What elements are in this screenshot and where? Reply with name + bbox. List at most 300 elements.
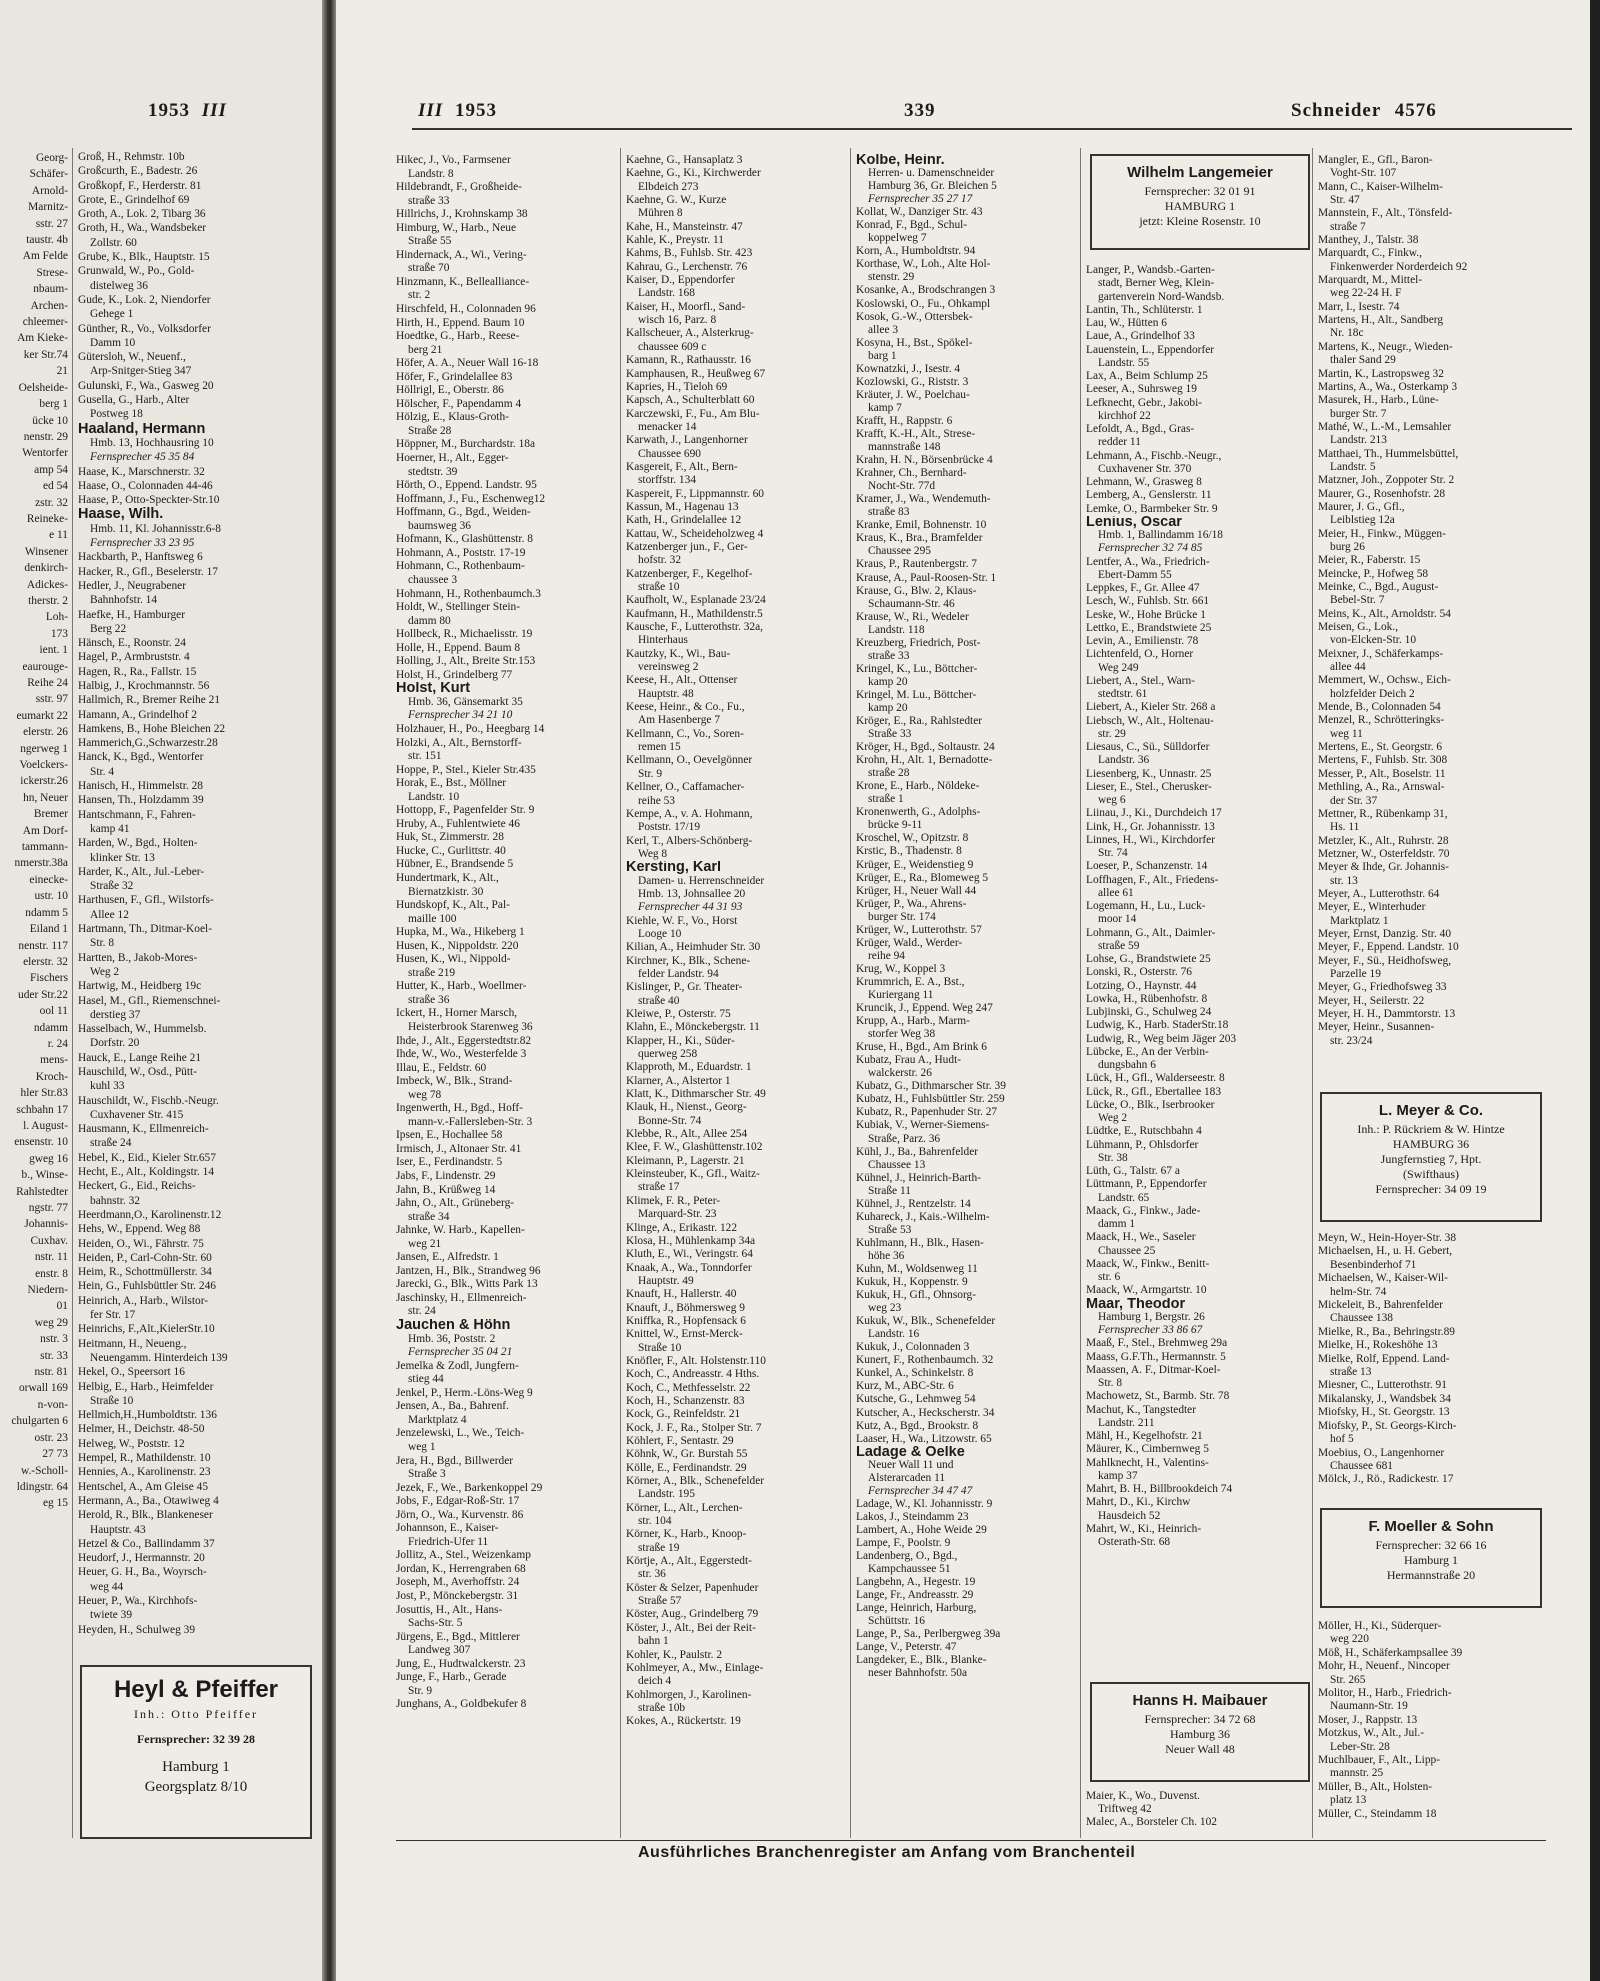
directory-entry: Machut, K., Tangstedter xyxy=(1086,1403,1197,1416)
directory-entry: Am Hasenberge 7 xyxy=(638,714,721,727)
directory-entry: Allee 12 xyxy=(90,908,129,921)
running-name: Schneider xyxy=(1291,100,1381,121)
directory-entry: Elbdeich 273 xyxy=(638,180,699,193)
directory-entry: Meyer & Ihde, Gr. Johannis- xyxy=(1318,861,1449,874)
directory-entry: Hoedtke, G., Harb., Reese- xyxy=(396,330,520,343)
directory-entry: Winsener xyxy=(24,545,68,558)
directory-entry: Knauft, H., Hallerstr. 40 xyxy=(626,1288,737,1301)
directory-entry: Parzelle 19 xyxy=(1330,967,1381,980)
directory-entry: Krummrich, E. A., Bst., xyxy=(856,975,965,988)
directory-entry: Krüger, E., Ra., Blomeweg 5 xyxy=(856,871,989,884)
directory-entry: Keese, Heinr., & Co., Fu., xyxy=(626,701,745,714)
directory-entry: Haefke, H., Hamburger xyxy=(78,608,186,621)
directory-entry: Jera, H., Bgd., Billwerder xyxy=(396,1454,514,1467)
directory-entry: Lohmann, G., Alt., Daimler- xyxy=(1086,926,1216,939)
directory-entry: Marktplatz 1 xyxy=(1330,914,1389,927)
directory-entry: Hofmann, K., Glashüttenstr. 8 xyxy=(396,533,533,546)
directory-entry: Hentschel, A., Am Gleise 45 xyxy=(78,1480,209,1493)
directory-entry: hof 5 xyxy=(1330,1433,1354,1446)
directory-entry: Landstr. 36 xyxy=(1098,754,1150,767)
directory-entry: Hermann, A., Ba., Otawiweg 4 xyxy=(78,1494,219,1507)
directory-entry: Muchlbauer, F., Alt., Lipp- xyxy=(1318,1754,1441,1767)
directory-entry: Kellmann, C., Vo., Soren- xyxy=(626,727,744,740)
directory-entry: ndamm 5 xyxy=(25,906,68,919)
directory-entry: orwall 169 xyxy=(18,1382,68,1395)
directory-entry: Kringel, K., Lu., Böttcher- xyxy=(856,662,978,675)
directory-entry: n-von- xyxy=(37,1398,68,1411)
directory-entry: Höfer, F., Grindelallee 83 xyxy=(396,370,513,383)
directory-entry: nstr. 81 xyxy=(34,1366,68,1379)
directory-entry: Nr. 18c xyxy=(1330,327,1364,340)
directory-entry: Lichtenfeld, O., Horner xyxy=(1086,648,1194,661)
directory-entry: nenstr. 29 xyxy=(23,430,68,443)
directory-entry: Mahrt, D., Ki., Kirchw xyxy=(1086,1496,1191,1509)
directory-entry: Heckert, G., Eid., Reichs- xyxy=(78,1180,196,1193)
directory-entry: Kniffka, R., Hopfensack 6 xyxy=(626,1314,746,1327)
directory-entry: Hamann, A., Grindelhof 2 xyxy=(78,708,197,721)
directory-entry: Hs. 11 xyxy=(1330,821,1360,834)
directory-entry: Kahe, H., Mansteinstr. 47 xyxy=(626,220,743,233)
directory-entry: kamp 37 xyxy=(1098,1469,1138,1482)
left-page xyxy=(0,0,322,1981)
directory-entry: Jürgens, E., Bgd., Mittlerer xyxy=(396,1630,520,1643)
directory-entry: nenstr. 117 xyxy=(18,939,68,952)
directory-entry: straße 28 xyxy=(868,767,910,780)
directory-entry: thaler Sand 29 xyxy=(1330,354,1396,367)
directory-entry: Am Felde xyxy=(22,250,68,263)
directory-entry: Friedrich-Ufer 11 xyxy=(408,1535,489,1548)
directory-entry: Heyden, H., Schulweg 39 xyxy=(78,1623,196,1636)
directory-entry: storffstr. 134 xyxy=(638,474,697,487)
directory-entry: Miesner, C., Lutterothstr. 91 xyxy=(1318,1379,1447,1392)
directory-entry: str. 29 xyxy=(1098,727,1126,740)
entry-heading: Haase, Wilh. xyxy=(78,507,164,522)
directory-entry: Hohmann, A., Poststr. 17-19 xyxy=(396,546,526,559)
ad-title: Wilhelm Langemeier xyxy=(1127,164,1273,181)
directory-entry: Kunert, F., Rothenbaumch. 32 xyxy=(856,1354,994,1367)
directory-entry: Krause, G., Blw. 2, Klaus- xyxy=(856,584,977,597)
directory-entry: Heuer, P., Wa., Kirchhofs- xyxy=(78,1594,198,1607)
directory-entry: Martens, K., Neugr., Wieden- xyxy=(1318,340,1453,353)
directory-entry: straße 59 xyxy=(1098,939,1140,952)
directory-entry: Meyer, G., Friedhofsweg 33 xyxy=(1318,981,1447,994)
directory-entry: Mölck, J., Rö., Radickestr. 17 xyxy=(1318,1473,1454,1486)
directory-entry: Fernsprecher 44 31 93 xyxy=(638,901,743,914)
directory-entry: Mertens, F., Fuhlsb. Str. 308 xyxy=(1318,754,1448,767)
directory-entry: distelweg 36 xyxy=(90,279,148,292)
directory-entry: Kubatz, G., Dithmarscher Str. 39 xyxy=(856,1080,1006,1093)
directory-entry: Hruby, A., Fuhlentwiete 46 xyxy=(396,817,520,830)
directory-entry: Junge, F., Harb., Gerade xyxy=(396,1671,507,1684)
directory-entry: Gehege 1 xyxy=(90,308,134,321)
directory-entry: Kallscheuer, A., Alsterkrug- xyxy=(626,327,754,340)
directory-entry: straße 33 xyxy=(408,194,450,207)
directory-entry: walckerstr. 26 xyxy=(868,1067,932,1080)
directory-entry: Haase, O., Colonnaden 44-46 xyxy=(78,479,213,492)
directory-entry: Masurek, H., Harb., Lüne- xyxy=(1318,394,1439,407)
directory-entry: Körtje, A., Alt., Eggerstedt- xyxy=(626,1555,752,1568)
directory-entry: Jantzen, H., Blk., Strandweg 96 xyxy=(396,1264,541,1277)
directory-entry: str. 2 xyxy=(408,289,431,302)
ad-address: jetzt: Kleine Rosenstr. 10 xyxy=(1139,214,1261,228)
directory-entry: Hölzig, E., Klaus-Groth- xyxy=(396,411,509,424)
directory-entry: Klee, F. W., Glashüttenstr.102 xyxy=(626,1141,763,1154)
directory-entry: Liebert, A., Stel., Warn- xyxy=(1086,674,1195,687)
directory-entry: Machowetz, St., Barmb. Str. 78 xyxy=(1086,1390,1230,1403)
directory-entry: Holle, H., Eppend. Baum 8 xyxy=(396,641,521,654)
directory-entry: Jahn, O., Alt., Grüneberg- xyxy=(396,1197,515,1210)
directory-entry: Kölle, E., Ferdinandstr. 29 xyxy=(626,1461,747,1474)
directory-entry: Straße 55 xyxy=(408,235,452,248)
ad-title: F. Moeller & Sohn xyxy=(1368,1518,1494,1535)
directory-entry: Bremer xyxy=(33,808,68,821)
directory-entry: Straße 53 xyxy=(868,1223,912,1236)
directory-entry: zstr. 32 xyxy=(35,496,68,509)
directory-entry: Kislinger, P., Gr. Theater- xyxy=(626,981,743,994)
directory-entry: Lowka, H., Rübenhofstr. 8 xyxy=(1086,992,1208,1005)
directory-entry: nmerstr.38a xyxy=(14,857,68,870)
directory-entry: chleemer- xyxy=(22,316,68,329)
directory-entry: ool 11 xyxy=(39,1005,68,1018)
directory-entry: Lesch, W., Fuhlsb. Str. 661 xyxy=(1086,595,1210,608)
directory-entry: Kaufmann, H., Mathildenstr.5 xyxy=(626,607,763,620)
directory-entry: nstr. 3 xyxy=(40,1333,68,1346)
directory-entry: Imbeck, W., Blk., Strand- xyxy=(396,1075,513,1088)
directory-entry: Lieser, E., Stel., Cherusker- xyxy=(1086,780,1212,793)
directory-entry: Hucke, C., Gurlittstr. 40 xyxy=(396,844,506,857)
directory-entry: Hagel, P., Armbruststr. 4 xyxy=(78,651,190,664)
ad-title: Hanns H. Maibauer xyxy=(1132,1692,1268,1709)
directory-entry: Krupp, A., Harb., Marm- xyxy=(856,1015,970,1028)
directory-entry: hn, Neuer xyxy=(23,791,68,804)
directory-entry: Naumann-Str. 19 xyxy=(1330,1700,1408,1713)
directory-entry: Straße 28 xyxy=(408,424,452,437)
directory-entry: Hinzmann, K., Bellealliance- xyxy=(396,275,530,288)
directory-entry: ickerstr.26 xyxy=(20,775,68,788)
ad-address: Jungfernstieg 7, Hpt. xyxy=(1380,1152,1482,1166)
directory-entry: Hagen, R., Ra., Fallstr. 15 xyxy=(78,665,197,678)
directory-entry: Marquard-Str. 23 xyxy=(638,1208,717,1221)
directory-entry: Klauk, H., Nienst., Georg- xyxy=(626,1101,747,1114)
directory-entry: Mielke, R., Ba., Behringstr.89 xyxy=(1318,1325,1455,1338)
directory-entry: therstr. 2 xyxy=(28,594,68,607)
directory-entry: Hartmann, Th., Ditmar-Koel- xyxy=(78,923,212,936)
directory-entry: ngstr. 77 xyxy=(28,1202,68,1214)
directory-entry: Meins, K., Alt., Arnoldstr. 54 xyxy=(1318,607,1451,620)
directory-entry: Lüth, G., Talstr. 67 a xyxy=(1086,1165,1180,1177)
ad-f-moeller-sohn xyxy=(1320,1508,1542,1608)
directory-entry: Mathé, W., L.-M., Lemsahler xyxy=(1318,420,1452,433)
directory-entry: Besenbinderhof 71 xyxy=(1330,1258,1417,1271)
ad-city: Hamburg 36 xyxy=(1169,1727,1231,1741)
directory-entry: Hecht, E., Alt., Koldingstr. 14 xyxy=(78,1166,215,1179)
directory-entry: sstr. 97 xyxy=(35,693,68,706)
directory-entry: Meinke, C., Bgd., August- xyxy=(1318,581,1439,593)
directory-entry: Hmb. 36, Gänsemarkt 35 xyxy=(408,695,523,708)
directory-entry: Kühnel, J., Rentzelstr. 14 xyxy=(856,1197,971,1210)
directory-entry: elerstr. 26 xyxy=(23,726,68,739)
directory-entry: Klimek, F. R., Peter- xyxy=(626,1194,721,1207)
directory-entry: Str. 8 xyxy=(90,937,115,950)
directory-entry: Arnold- xyxy=(31,184,68,197)
directory-entry: Motzkus, W., Alt., Jul.- xyxy=(1318,1727,1425,1740)
directory-entry: Kaehne, G. W., Kurze xyxy=(626,194,727,207)
directory-entry: Marnitz- xyxy=(28,201,68,214)
directory-entry: Ickert, H., Horner Marsch, xyxy=(396,1007,518,1020)
directory-entry: Möller, H., Ki., Süderquer- xyxy=(1318,1620,1442,1632)
directory-entry: Kapsch, A., Schulterblatt 60 xyxy=(626,394,755,407)
entry-heading: Kolbe, Heinr. xyxy=(856,154,945,168)
ad-phone: Fernsprecher: 32 01 91 xyxy=(1144,184,1256,198)
directory-entry: Landstr. 168 xyxy=(638,287,695,300)
directory-entry: damm 1 xyxy=(1098,1218,1136,1230)
directory-entry: Gulunski, F., Wa., Gasweg 20 xyxy=(78,379,214,392)
directory-entry: Ipsen, E., Hochallee 58 xyxy=(396,1129,503,1142)
directory-entry: fer Str. 17 xyxy=(90,1309,136,1322)
directory-entry: Landstr. 16 xyxy=(868,1328,920,1341)
left-header xyxy=(148,100,227,122)
directory-entry: Messer, P., Alt., Boselstr. 11 xyxy=(1318,767,1446,780)
directory-entry: Hundertmark, K., Alt., xyxy=(396,871,499,884)
directory-entry: Krause, A., Paul-Roosen-Str. 1 xyxy=(856,571,997,584)
directory-entry: platz 13 xyxy=(1330,1794,1367,1807)
directory-entry: Hörth, O., Eppend. Landstr. 95 xyxy=(396,479,537,492)
directory-entry: gartenverein Nord-Wandsb. xyxy=(1098,290,1225,303)
directory-entry: Herold, R., Blk., Blankeneser xyxy=(78,1509,213,1522)
directory-entry: vereinsweg 2 xyxy=(638,661,699,674)
directory-entry: Linnes, H., Wi., Kirchdorfer xyxy=(1086,833,1216,846)
directory-entry: Triftweg 42 xyxy=(1098,1803,1152,1816)
directory-entry: Krüger, E., Weidenstieg 9 xyxy=(856,858,974,871)
directory-entry: Ludwig, R., Weg beim Jäger 203 xyxy=(1086,1032,1237,1045)
directory-entry: Mahrt, W., Ki., Heinrich- xyxy=(1086,1522,1202,1535)
footer-notice: Ausführliches Branchenregister am Anfang vom Branchenteil xyxy=(638,1844,1136,1861)
directory-entry: Meyer, H., Seilerstr. 22 xyxy=(1318,994,1425,1007)
directory-entry: allee 44 xyxy=(1330,661,1366,674)
directory-entry: Fernsprecher 33 86 67 xyxy=(1098,1324,1203,1336)
directory-entry: Jollitz, A., Stel., Weizenkamp xyxy=(396,1549,531,1562)
directory-entry: weg 29 xyxy=(34,1316,68,1329)
directory-entry: Koch, C., Methfesselstr. 22 xyxy=(626,1381,751,1394)
directory-entry: Hauptstr. 49 xyxy=(638,1274,694,1287)
directory-entry: Fernsprecher 34 47 47 xyxy=(868,1484,973,1497)
directory-entry: Kringel, M. Lu., Böttcher- xyxy=(856,688,977,701)
ad-address: Georgsplatz 8/10 xyxy=(144,1779,248,1795)
directory-entry: Meyer, Ernst, Danzig. Str. 40 xyxy=(1318,927,1452,940)
directory-entry: Berg 22 xyxy=(90,622,127,635)
entry-heading: Kersting, Karl xyxy=(626,861,722,875)
directory-entry: kamp 20 xyxy=(868,701,908,714)
directory-entry: Levin, A., Emilienstr. 78 xyxy=(1086,635,1199,647)
directory-entry: Maurer, G., Rosenhofstr. 28 xyxy=(1318,487,1446,500)
directory-entry: Rahlstedter xyxy=(16,1185,68,1198)
directory-entry: Krüger, Wald., Werder- xyxy=(856,936,963,949)
directory-entry: Herren- u. Damenschneider xyxy=(868,167,995,180)
directory-entry: Hänsch, E., Roonstr. 24 xyxy=(78,637,186,650)
directory-entry: Zollstr. 60 xyxy=(90,236,137,249)
ad-phone: Fernsprecher: 32 66 16 xyxy=(1375,1538,1487,1552)
right-header-year: 1953 xyxy=(454,100,497,121)
directory-entry: Meyer, E., Winterhuder xyxy=(1318,901,1426,914)
directory-entry: mann-v.-Fallersleben-Str. 3 xyxy=(408,1115,533,1128)
directory-entry: Maack, H., We., Saseler xyxy=(1086,1231,1196,1244)
directory-entry: menacker 14 xyxy=(638,420,697,433)
directory-entry: Molitor, H., Harb., Friedrich- xyxy=(1318,1687,1452,1700)
directory-entry: Krafft, K.-H., Alt., Strese- xyxy=(856,427,976,440)
directory-entry: derstieg 37 xyxy=(90,1008,141,1021)
directory-entry: Hollbeck, R., Michaelisstr. 19 xyxy=(396,628,533,641)
directory-entry: straße 7 xyxy=(1330,220,1366,233)
directory-entry: Groth, A., Lok. 2, Tibarg 36 xyxy=(78,208,206,221)
directory-entry: Konrad, F., Bgd., Schul- xyxy=(856,219,968,232)
directory-entry: Logemann, H., Lu., Luck- xyxy=(1086,900,1206,912)
directory-entry: Straße 32 xyxy=(90,880,134,893)
directory-entry: kamp 41 xyxy=(90,822,130,835)
directory-entry: Köster, Aug., Grindelberg 79 xyxy=(626,1608,759,1621)
directory-entry: dungsbahn 6 xyxy=(1098,1059,1156,1071)
directory-entry: taustr. 4b xyxy=(26,234,68,247)
directory-entry: Damen- u. Herrenschneider xyxy=(638,874,765,887)
directory-entry: Kutz, A., Bgd., Brookstr. 8 xyxy=(856,1419,979,1432)
directory-entry: Heinrich, A., Harb., Wilstor- xyxy=(78,1294,209,1307)
directory-entry: Metzler, K., Alt., Ruhrstr. 28 xyxy=(1318,834,1449,847)
directory-entry: Eiland 1 xyxy=(29,923,68,936)
directory-entry: Mangler, E., Gfl., Baron- xyxy=(1318,154,1433,166)
directory-entry: Meisen, G., Lok., xyxy=(1318,621,1399,634)
directory-entry: Hempel, R., Mathildenstr. 10 xyxy=(78,1452,211,1465)
directory-entry: Kempe, A., v. A. Hohmann, xyxy=(626,807,753,820)
directory-entry: Oelsheide- xyxy=(18,381,68,394)
directory-entry: eumarkt 22 xyxy=(16,709,68,722)
entry-column-1 xyxy=(396,154,616,1712)
ad-address: Hermannstraße 20 xyxy=(1386,1568,1476,1582)
directory-entry: Mahlknecht, H., Valentins- xyxy=(1086,1456,1209,1469)
directory-entry: Josuttis, H., Alt., Hans- xyxy=(396,1603,503,1616)
directory-entry: Chaussee 681 xyxy=(1330,1459,1393,1472)
entry-column-5-middle xyxy=(1318,1232,1542,1487)
directory-entry: Knöfler, F., Alt. Holstenstr.110 xyxy=(626,1354,766,1367)
directory-entry: Kaspereit, F., Lippmannstr. 60 xyxy=(626,487,764,500)
directory-entry: Bebel-Str. 7 xyxy=(1330,594,1385,607)
directory-entry: str. 6 xyxy=(1098,1271,1121,1283)
directory-entry: Mende, B., Colonnaden 54 xyxy=(1318,701,1441,714)
directory-entry: Schaumann-Str. 46 xyxy=(868,597,955,610)
directory-entry: Großcurth, E., Badestr. 26 xyxy=(78,165,198,178)
directory-entry: Jordan, K., Herrengraben 68 xyxy=(396,1562,526,1575)
directory-entry: amp 54 xyxy=(34,463,68,476)
directory-entry: Kohlmeyer, A., Mw., Einlage- xyxy=(626,1661,764,1674)
directory-entry: straße 13 xyxy=(1330,1366,1372,1379)
directory-entry: Wentorfer xyxy=(22,447,68,460)
directory-entry: Malec, A., Borsteler Ch. 102 xyxy=(1086,1816,1217,1829)
directory-entry: Langbehn, A., Hegestr. 19 xyxy=(856,1576,976,1589)
directory-entry: Lange, V., Peterstr. 47 xyxy=(856,1641,957,1654)
directory-entry: Karwath, J., Langenhorner xyxy=(626,434,748,447)
directory-entry: str. 36 xyxy=(638,1568,666,1581)
ad-address: Neuer Wall 48 xyxy=(1165,1742,1235,1756)
directory-entry: helm-Str. 74 xyxy=(1330,1285,1387,1298)
directory-entry: Hebel, K., Eid., Kieler Str.657 xyxy=(78,1151,216,1164)
ad-building: (Swifthaus) xyxy=(1403,1167,1459,1181)
directory-entry: Jahn, B., Krüßweg 14 xyxy=(396,1183,496,1196)
left-header-year: 1953 xyxy=(148,100,190,121)
directory-entry: Kunkel, A., Schinkelstr. 8 xyxy=(856,1367,974,1380)
directory-entry: Str. 47 xyxy=(1330,194,1360,207)
directory-entry: Kaehne, G., Hansaplatz 3 xyxy=(626,154,743,166)
directory-entry: Höllrigl, E., Oberstr. 86 xyxy=(396,384,504,397)
directory-entry: Landweg 307 xyxy=(408,1644,471,1657)
directory-entry: Kosok, G.-W., Ottersbek- xyxy=(856,310,973,323)
directory-entry: Kapries, H., Tieloh 69 xyxy=(626,380,728,393)
directory-entry: Straße 10 xyxy=(638,1341,682,1354)
directory-entry: Hamkens, B., Hohe Bleichen 22 xyxy=(78,722,226,735)
directory-entry: Loeser, P., Schanzenstr. 14 xyxy=(1086,860,1208,873)
directory-entry: Heitmann, H., Neueng., xyxy=(78,1337,187,1350)
directory-entry: Link, H., Gr. Johannisstr. 13 xyxy=(1086,820,1215,833)
directory-entry: Kuhlmann, H., Blk., Hasen- xyxy=(856,1236,984,1249)
directory-entry: Klebbe, R., Alt., Allee 254 xyxy=(626,1128,748,1141)
directory-entry: Kohler, K., Paulstr. 2 xyxy=(626,1648,723,1661)
left-header-roman: III xyxy=(201,100,227,121)
entry-heading: Holst, Kurt xyxy=(396,682,471,696)
directory-entry: Landstr. 5 xyxy=(1330,460,1376,473)
directory-entry: Lüttmann, P., Eppendorfer xyxy=(1086,1178,1207,1191)
directory-entry: Haase, K., Marschnerstr. 32 xyxy=(78,465,205,478)
directory-entry: Kattau, W., Scheideholzweg 4 xyxy=(626,527,764,540)
directory-entry: kamp 7 xyxy=(868,401,902,414)
directory-entry: reihe 53 xyxy=(638,794,676,807)
entry-column-4-tail xyxy=(1086,1790,1308,1830)
directory-entry: Kleimann, P., Lagerstr. 21 xyxy=(626,1154,745,1167)
directory-entry: str. 24 xyxy=(408,1305,436,1318)
directory-entry: Körner, L., Alt., Lerchen- xyxy=(626,1501,743,1514)
directory-entry: Kluth, E., Wi., Veringstr. 64 xyxy=(626,1248,753,1261)
directory-entry: burg 26 xyxy=(1330,540,1365,553)
directory-entry: Jezek, F., We., Barkenkoppel 29 xyxy=(396,1481,543,1494)
directory-entry: Krause, W., Ri., Wedeler xyxy=(856,610,969,623)
directory-entry: Lonski, R., Osterstr. 76 xyxy=(1086,966,1192,979)
directory-entry: Strese- xyxy=(36,266,68,279)
directory-entry: ensenstr. 10 xyxy=(14,1136,68,1149)
ad-phone: Fernsprecher: 34 09 19 xyxy=(1375,1182,1487,1196)
directory-entry: von-Elcken-Str. 10 xyxy=(1330,634,1417,647)
directory-entry: Mahrt, B. H., Billbrookdeich 74 xyxy=(1086,1483,1233,1495)
directory-entry: Kuhn, M., Woldsenweg 11 xyxy=(856,1262,978,1275)
directory-entry: Krahner, Ch., Bernhard- xyxy=(856,467,967,480)
directory-entry: Gütersloh, W., Neuenf., xyxy=(78,351,186,364)
directory-entry: Knauft, J., Böhmersweg 9 xyxy=(626,1301,745,1314)
directory-entry: straße 40 xyxy=(638,994,680,1007)
directory-entry: Kahle, K., Preystr. 11 xyxy=(626,234,724,247)
directory-entry: str. 23/24 xyxy=(1330,1034,1373,1047)
directory-entry: Krüger, H., Neuer Wall 44 xyxy=(856,884,977,897)
directory-entry: redder 11 xyxy=(1098,436,1141,449)
directory-entry: Lehmann, W., Grasweg 8 xyxy=(1086,476,1202,488)
directory-entry: ker Str.74 xyxy=(23,348,68,361)
directory-entry: Kath, H., Grindelallee 12 xyxy=(626,514,742,527)
directory-entry: Helbig, E., Harb., Heimfelder xyxy=(78,1380,214,1393)
directory-entry: Hanck, K., Bgd., Wentorfer xyxy=(78,751,204,764)
directory-entry: uder Str.22 xyxy=(18,988,68,1001)
directory-entry: Maack, W., Finkw., Benitt- xyxy=(1086,1257,1210,1270)
directory-entry: Schäfer- xyxy=(29,168,68,181)
directory-entry: Georg- xyxy=(35,152,68,164)
directory-entry: sstr. 27 xyxy=(35,217,68,230)
directory-entry: Helweg, W., Poststr. 12 xyxy=(78,1437,185,1450)
directory-entry: Hübner, E., Brandsende 5 xyxy=(396,858,514,871)
directory-entry: Jemelka & Zodl, Jungfern- xyxy=(396,1359,519,1372)
directory-entry: Adickes- xyxy=(26,578,68,591)
